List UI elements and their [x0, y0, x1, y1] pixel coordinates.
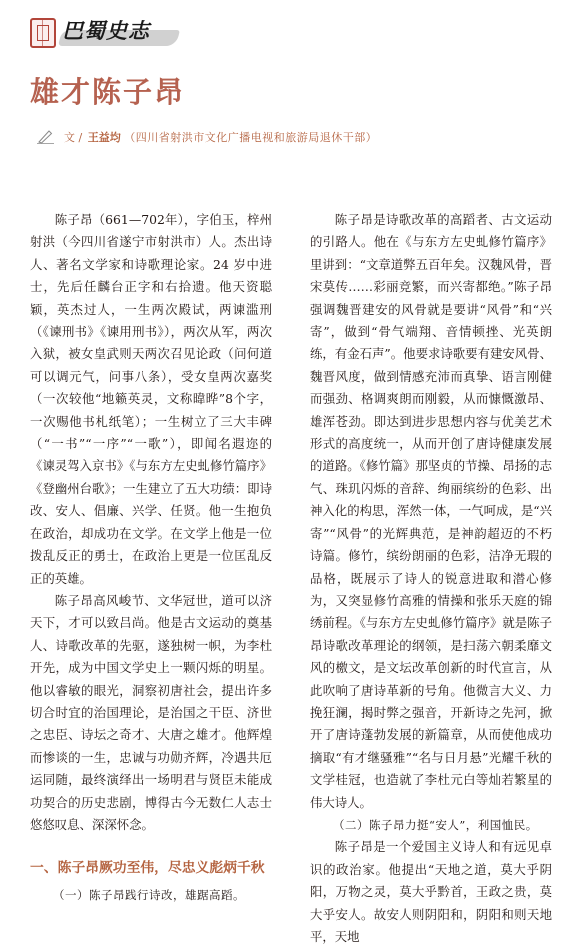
author-affiliation: （四川省射洪市文化广播电视和旅游局退休干部） — [124, 131, 378, 144]
subsection-heading: （二）陈子昂力挺“安人”，利国恤民。 — [333, 817, 538, 832]
journal-header — [22, 12, 322, 52]
article-title: 雄才陈子昂 — [30, 75, 186, 109]
right-column — [310, 209, 552, 948]
subsection-heading: （一）陈子昂践行诗改，雄踞高蹈。 — [53, 888, 245, 903]
body-paragraph: 陈子昂（661—702年），字伯玉，梓州射洪（今四川省遂宁市射洪市）人。杰出诗人、著名文学家和诗歌理论家。24 岁中进士，先后任麟台正字和右拾遗。他天资聪颖，英杰过人，一生两次殿试，两谏滥刑（《谏刑书》《谏用刑书》），两次从军，两次入狱，被女皇武则天两次召见论政（问何道可以调元气，问事八条），受女皇两次嘉奖（一次较他“地籁英灵，文称暐晔”8个字，一次赐他书札纸笔）；一生树立了三大丰碑（“一书”“一序”“一歌”），即闻名遐迩的《谏灵驾入京书》《与东方左史虬修竹篇序》《登幽州台歌》；一生建立了五大功绩：即诗改、安人、倡廉、兴学、任贤。他一生抱负在政治，却成功在文学。在文学上他是一位拨乱反正的勇士，在政治上更是一位匡乱反正的英雄。 — [30, 212, 272, 586]
body-paragraph: 陈子昂是一个爱国主义诗人和有远见卓识的政治家。他提出“天地之道，莫大乎阴阳，万物之灵，莫大乎黔首，王政之贵，莫大乎安人。故安人则阴阳和，阴阳和则天地平，天地 — [310, 839, 552, 944]
body-paragraph: 陈子昂是诗歌改革的高蹈者、古文运动的引路人。他在《与东方左史虬修竹篇序》里讲到：“文章道弊五百年矣。汉魏风骨，晋宋莫传……彩丽竞繁，而兴寄都绝。”陈子昂强调魏晋建安的风骨就是要讲“风骨”和“兴寄”，做到“骨气端翔、音情顿挫、光英朗练，有金石声”。他要求诗歌要有建安风骨、魏晋风度，做到情感充沛而真挚、语言刚健而强劲、格调爽朗而刚毅，从而慷慨激昂、雄浑苍劲。即达到进步思想内容与优美艺术形式的高度统一，从而开创了唐诗健康发展的道路。《修竹篇》那坚贞的节操、昂扬的志气、珠玑闪烁的音辞、绚丽缤纷的色彩、出神入化的构思，浑然一体，一气呵成，是“兴寄”“风骨”的光辉典范，是神韵超迈的不朽诗篇。修竹，缤纷朗丽的色彩，洁净无瑕的品格，既展示了诗人的锐意进取和潜心修为，又突显修竹高雅的情操和张乐天庭的锦绣前程。《与东方左史虬修竹篇序》就是陈子昂诗歌改革理论的纲领，是扫荡六朝柔靡文风的檄文，是文坛改革创新的时代宣言，从此吹响了唐诗革新的号角。他微言大义、力挽狂澜，揭时弊之强音，开新诗之先河，掀开了唐诗蓬勃发展的新篇章，从而使他成功摘取“有才继骚雅”“名与日月悬”光耀千秋的文学桂冠，也造就了李杜元白等灿若繁星的伟大诗人。 — [310, 212, 552, 810]
seal-logo — [30, 18, 56, 48]
section-heading: 一、陈子昂厥功至伟，尽忠义彪炳千秋 — [30, 860, 265, 877]
author-name: 王益均 — [87, 131, 121, 144]
byline — [36, 128, 576, 146]
byline-prefix: 文 / — [64, 131, 83, 144]
body-paragraph: 陈子昂高风峻节、文华冠世，道可以济天下，才可以致吕尚。他是古文运动的奠基人、诗歌改革的先驱，遂独树一帜，为李杜开先，成为中国文学史上一颗闪烁的明星。他以睿敏的眼光，洞察初唐社会，提出许多切合时宜的治国理论，是治国之干臣、济世之忠臣、诗坛之奇才、大唐之雄才。他辉煌而惨谈的一生，忠诚与功勋齐辉，冷遇共厄运同随，最终演绎出一场明君与贤臣未能成功契合的历史悲剧，博得古今无数仁人志士悠悠叹息、深深怀念。 — [30, 592, 272, 832]
journal-brand: 巴蜀史志 — [62, 18, 150, 43]
left-column — [30, 209, 272, 907]
pen-icon — [36, 128, 56, 144]
